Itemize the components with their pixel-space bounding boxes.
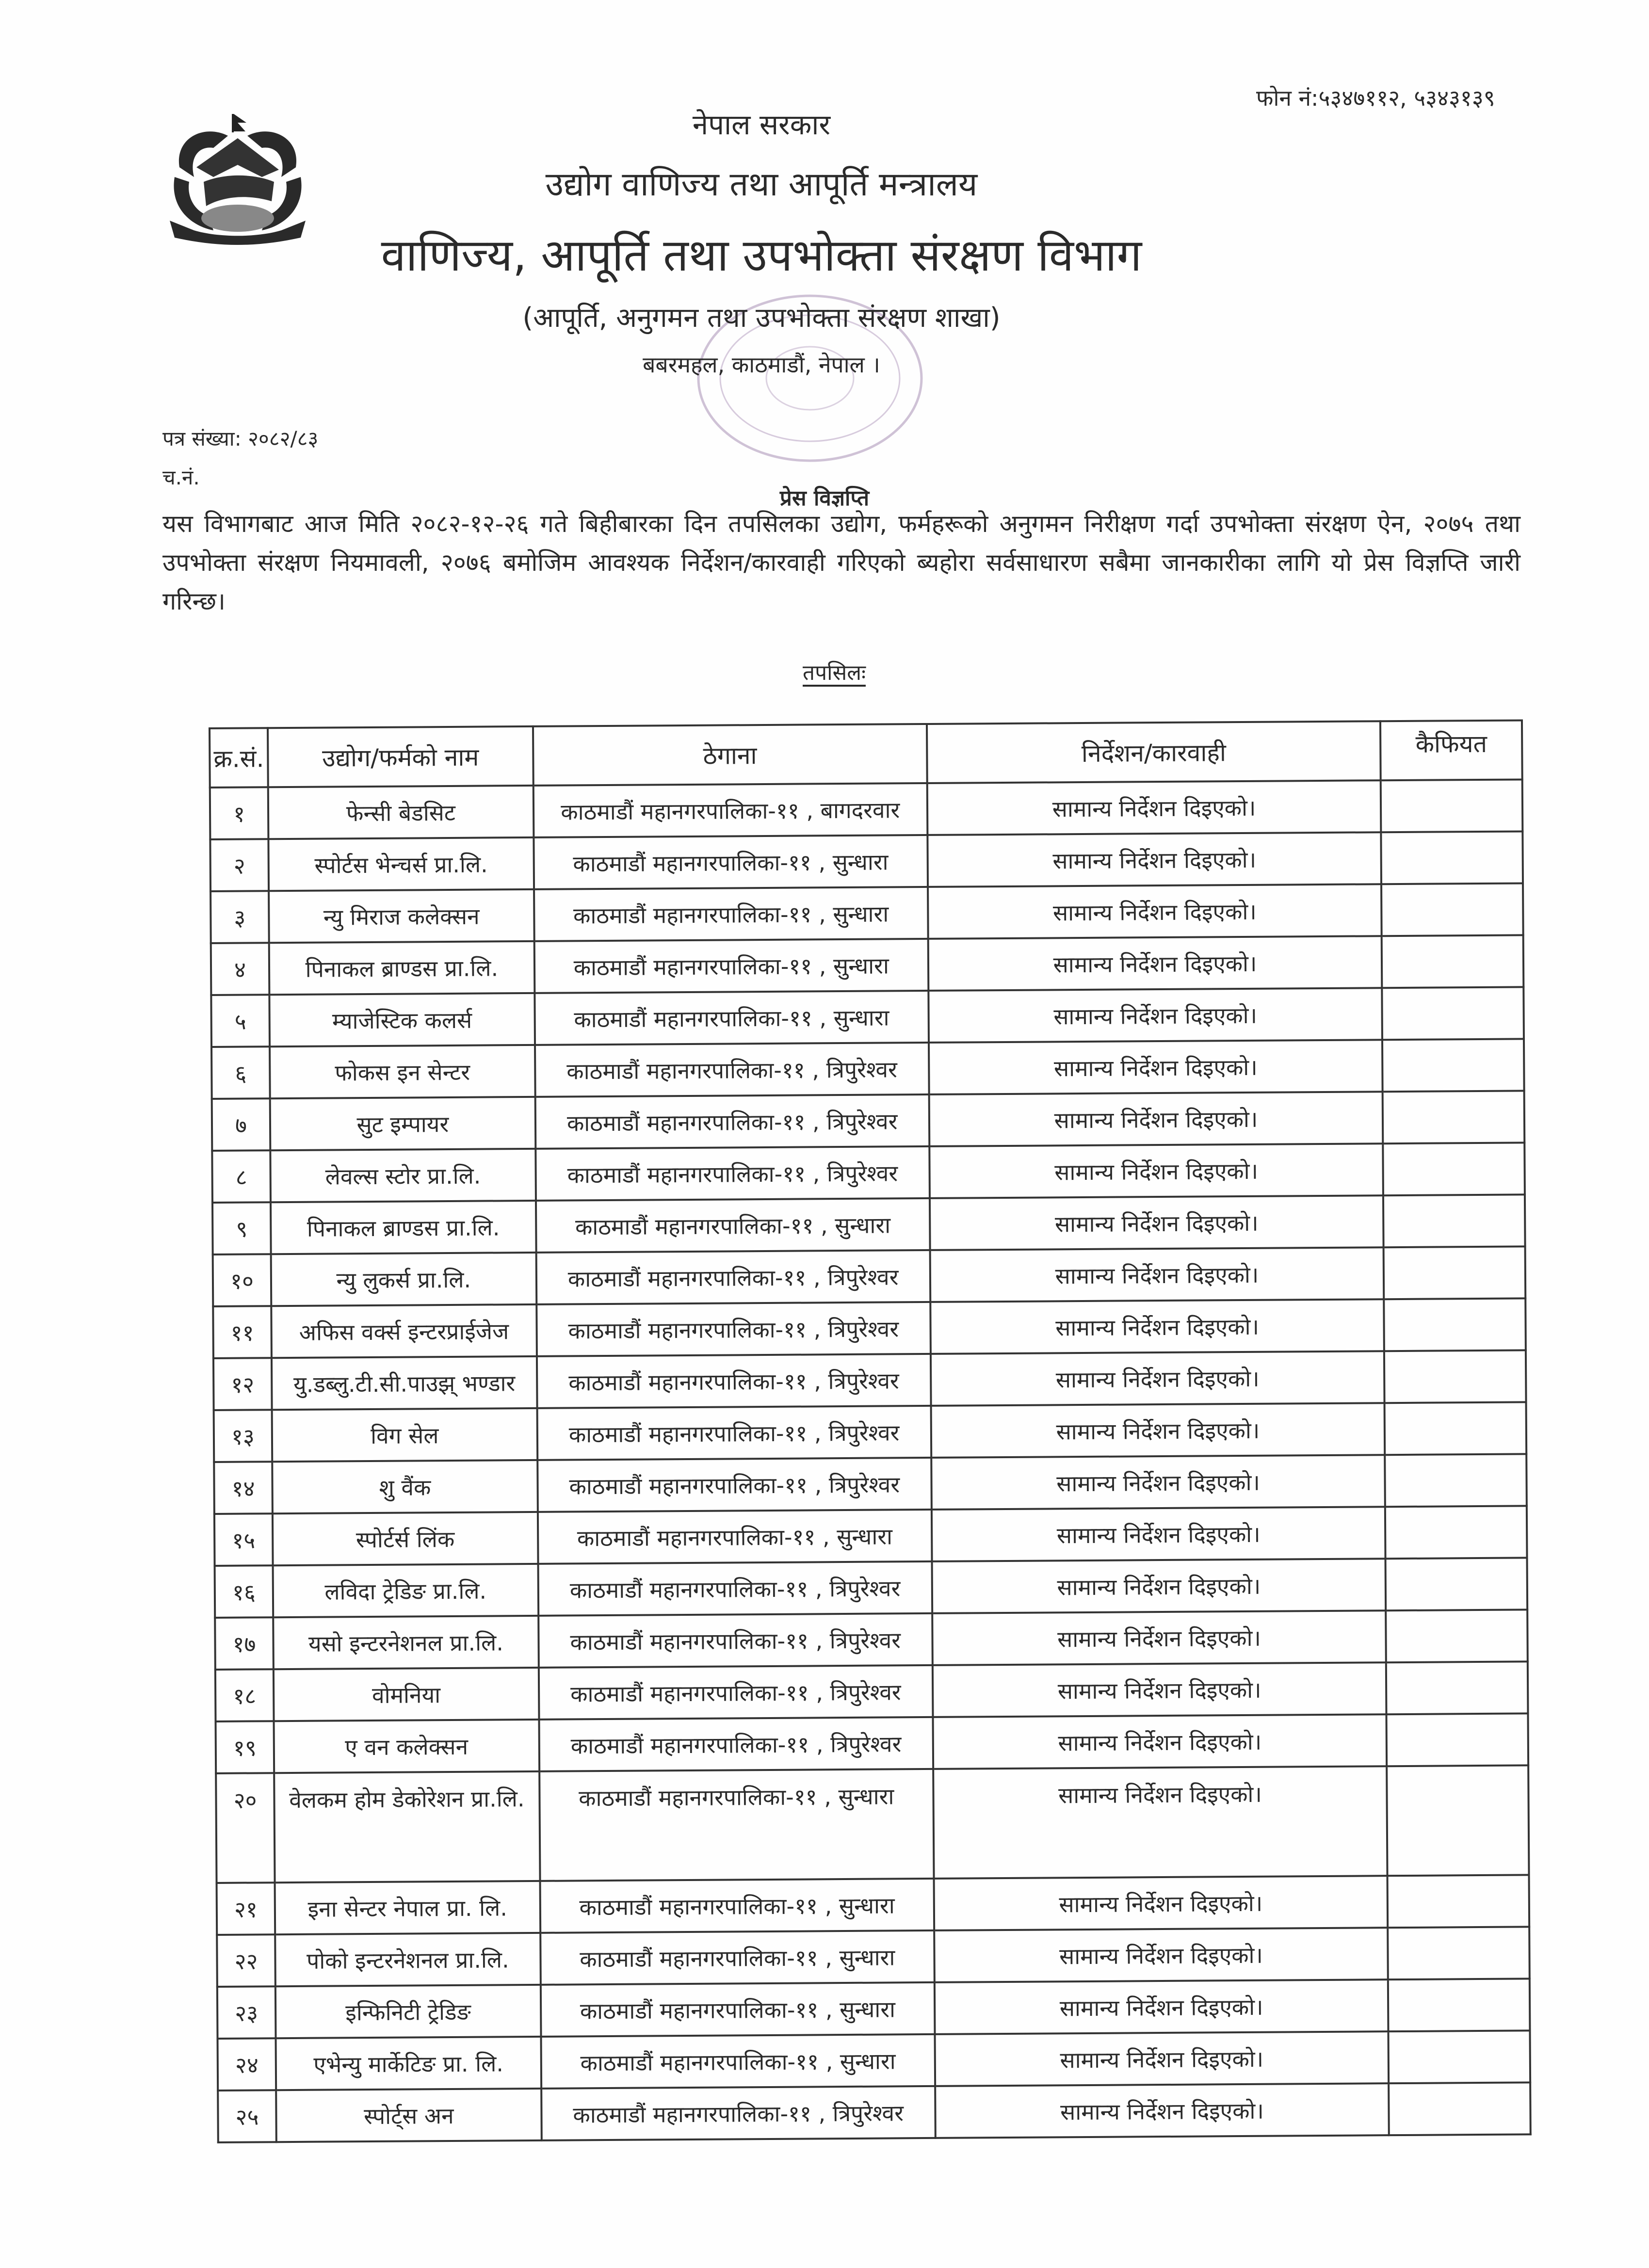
action-cell: सामान्य निर्देशन दिइएको। <box>931 1403 1385 1458</box>
firm-name-cell: एभेन्यु मार्केटिङ प्रा. लि. <box>276 2037 541 2090</box>
table-row <box>216 1713 1529 1773</box>
address-cell: काठमाडौं महानगरपालिका-११ , सुन्धारा <box>541 2034 935 2089</box>
details-label: तपसिलः <box>803 660 866 685</box>
action-cell: सामान्य निर्देशन दिइएको। <box>933 1766 1388 1879</box>
action-cell: सामान्य निर्देशन दिइएको। <box>932 1559 1386 1613</box>
firm-name-cell: ए वन कलेक्सन <box>274 1720 539 1773</box>
action-cell: सामान्य निर्देशन दिइएको। <box>930 1247 1384 1302</box>
serial-cell: ८ <box>212 1150 271 1203</box>
table-row <box>217 1978 1530 2039</box>
firm-name-cell: पोको इन्टरनेशनल प्रा.लि. <box>275 1933 540 1986</box>
table-row <box>210 779 1523 839</box>
serial-cell: १० <box>213 1254 272 1306</box>
serial-cell: ५ <box>211 995 270 1047</box>
address-cell: काठमाडौं महानगरपालिका-११ , सुन्धारा <box>540 1930 935 1985</box>
table-row <box>215 1558 1528 1618</box>
address-cell: काठमाडौं महानगरपालिका-११ , त्रिपुरेश्वर <box>537 1354 931 1408</box>
serial-cell: २ <box>210 839 269 891</box>
remarks-cell <box>1381 831 1523 884</box>
remarks-cell <box>1385 1506 1527 1559</box>
address-cell: काठमाडौं महानगरपालिका-११ , त्रिपुरेश्वर <box>537 1406 931 1460</box>
table-row <box>214 1454 1527 1514</box>
table-row <box>217 1927 1530 1987</box>
address-cell: काठमाडौं महानगरपालिका-११ , सुन्धारा <box>538 1510 932 1564</box>
header-firm-name: उद्योग/फर्मको नाम <box>268 726 533 787</box>
action-cell: सामान्य निर्देशन दिइएको। <box>927 832 1381 887</box>
action-cell: सामान्य निर्देशन दिइएको। <box>931 1351 1385 1406</box>
remarks-cell <box>1387 1765 1529 1876</box>
address-cell: काठमाडौं महानगरपालिका-११ , सुन्धारा <box>541 1982 935 2037</box>
address-cell: काठमाडौं महानगरपालिका-११ , सुन्धारा <box>534 939 928 993</box>
action-cell: सामान्य निर्देशन दिइएको। <box>929 1040 1383 1094</box>
remarks-cell <box>1381 779 1522 832</box>
remarks-cell <box>1386 1661 1528 1714</box>
serial-cell: २१ <box>217 1882 275 1935</box>
address-cell: काठमाडौं महानगरपालिका-११ , त्रिपुरेश्वर <box>537 1458 932 1512</box>
remarks-cell <box>1388 1978 1530 2031</box>
remarks-cell <box>1386 1609 1527 1662</box>
dispatch-number: च.नं. <box>162 466 200 489</box>
table-row <box>218 2082 1531 2142</box>
firm-name-cell: सुट इम्पायर <box>270 1097 535 1150</box>
address-cell: काठमाडौं महानगरपालिका-११ , त्रिपुरेश्वर <box>538 1561 932 1616</box>
table-row <box>218 2030 1531 2091</box>
action-cell: सामान्य निर्देशन दिइएको। <box>928 884 1382 939</box>
remarks-cell <box>1382 1039 1524 1092</box>
action-cell: सामान्य निर्देशन दिइएको। <box>928 988 1382 1043</box>
serial-cell: १९ <box>216 1721 275 1773</box>
serial-cell: २२ <box>217 1934 275 1987</box>
address-cell: काठमाडौं महानगरपालिका-११ , त्रिपुरेश्वर <box>535 1043 929 1097</box>
address-cell: काठमाडौं महानगरपालिका-११ , बागदरवार <box>533 783 927 837</box>
address-cell: काठमाडौं महानगरपालिका-११ , सुन्धारा <box>540 1879 934 1933</box>
table-row <box>212 1194 1525 1255</box>
firm-name-cell: वेलकम होम डेकोरेशन प्रा.लि. <box>274 1771 540 1882</box>
action-cell: सामान्य निर्देशन दिइएको। <box>932 1610 1386 1665</box>
remarks-cell <box>1387 1713 1528 1766</box>
firm-name-cell: वोमनिया <box>274 1668 539 1721</box>
serial-cell: १४ <box>214 1462 273 1514</box>
serial-cell: ९ <box>212 1202 271 1255</box>
header-serial: क्र.सं. <box>210 728 268 788</box>
action-cell: सामान्य निर्देशन दिइएको। <box>931 1455 1385 1510</box>
remarks-cell <box>1389 2030 1530 2083</box>
serial-cell: ३ <box>210 891 269 943</box>
address-cell: काठमाडौं महानगरपालिका-११ , सुन्धारा <box>534 991 929 1045</box>
table-row <box>213 1350 1526 1410</box>
serial-cell: १७ <box>215 1617 274 1670</box>
firm-name-cell: लविदा ट्रेडिङ प्रा.लि. <box>273 1564 538 1617</box>
action-cell: सामान्य निर्देशन दिइएको। <box>933 1714 1387 1769</box>
remarks-cell <box>1382 935 1523 988</box>
table-row <box>213 1246 1526 1306</box>
table-row <box>215 1661 1528 1721</box>
firm-name-cell: विग सेल <box>272 1408 537 1462</box>
firm-name-cell: फोकस इन सेन्टर <box>270 1045 535 1098</box>
table-row <box>211 1039 1524 1099</box>
remarks-cell <box>1389 2082 1530 2135</box>
branch-name: (आपूर्ति, अनुगमन तथा उपभोक्ता संरक्षण शाखा) <box>522 302 1001 334</box>
action-cell: सामान्य निर्देशन दिइएको। <box>935 2031 1389 2086</box>
action-cell: सामान्य निर्देशन दिइएको। <box>935 1979 1389 2034</box>
address-cell: काठमाडौं महानगरपालिका-११ , त्रिपुरेश्वर <box>539 1717 933 1771</box>
action-cell: सामान्य निर्देशन दिइएको। <box>934 1876 1388 1930</box>
firm-name-cell: स्पोर्टस भेन्चर्स प्रा.लि. <box>268 837 534 891</box>
firm-name-cell: पिनाकल ब्राण्डस प्रा.लि. <box>269 941 534 995</box>
remarks-cell <box>1386 1558 1527 1610</box>
remarks-cell <box>1388 1927 1529 1979</box>
action-cell: सामान्य निर्देशन दिइएको। <box>933 1662 1387 1717</box>
ministry-name: उद्योग वाणिज्य तथा आपूर्ति मन्त्रालय <box>545 165 978 204</box>
table-row <box>213 1298 1526 1358</box>
remarks-cell <box>1384 1298 1526 1351</box>
table-row <box>212 1142 1525 1203</box>
press-release-title: प्रेस विज्ञप्ति <box>779 486 870 511</box>
table-row <box>211 987 1524 1047</box>
address-cell: काठमाडौं महानगरपालिका-११ , त्रिपुरेश्वर <box>538 1613 933 1668</box>
table-row <box>211 935 1524 995</box>
address-cell: काठमाडौं महानगरपालिका-११ , सुन्धारा <box>534 887 928 941</box>
serial-cell: १८ <box>215 1669 274 1721</box>
header-remarks: कैफियत <box>1380 720 1522 780</box>
header-action: निर्देशन/कारवाही <box>927 721 1381 783</box>
remarks-cell <box>1384 1350 1526 1403</box>
remarks-cell <box>1383 1194 1525 1247</box>
table-row <box>215 1609 1528 1670</box>
address-cell: काठमाडौं महानगरपालिका-११ , त्रिपुरेश्वर <box>539 1665 933 1720</box>
government-name: नेपाल सरकार <box>692 108 831 141</box>
table-row <box>217 1875 1530 1935</box>
serial-cell: १३ <box>214 1410 273 1462</box>
phone-number: फोन नं:५३४७११२, ५३४३१३९ <box>1256 85 1495 111</box>
firm-name-cell: अफिस वर्क्स इन्टरप्राईजेज <box>271 1304 536 1358</box>
firm-name-cell: न्यु मिराज कलेक्सन <box>269 889 534 943</box>
table-row <box>214 1402 1527 1462</box>
table-row <box>212 1091 1525 1151</box>
serial-cell: ७ <box>212 1098 271 1151</box>
action-cell: सामान्य निर्देशन दिइएको। <box>930 1299 1384 1354</box>
serial-cell: ११ <box>213 1306 272 1358</box>
remarks-cell <box>1385 1454 1526 1507</box>
serial-cell: २५ <box>218 2090 276 2142</box>
table-header-row <box>210 720 1522 788</box>
remarks-cell <box>1381 883 1523 936</box>
table-row <box>210 831 1523 891</box>
firm-name-cell: इना सेन्टर नेपाल प्रा. लि. <box>275 1881 540 1934</box>
firm-name-cell: यु.डब्लु.टी.सी.पाउझ् भण्डार <box>272 1356 537 1410</box>
remarks-cell <box>1383 1091 1524 1143</box>
action-cell: सामान्य निर्देशन दिइएको। <box>930 1195 1384 1250</box>
address-cell: काठमाडौं महानगरपालिका-११ , त्रिपुरेश्वर <box>535 1146 930 1201</box>
remarks-cell <box>1385 1402 1526 1455</box>
remarks-cell <box>1382 987 1524 1040</box>
header-address: ठेगाना <box>533 724 927 786</box>
action-cell: सामान्य निर्देशन दिइएको। <box>934 1928 1388 1982</box>
table-row <box>214 1506 1527 1566</box>
address-cell: काठमाडौं महानगरपालिका-११ , सुन्धारा <box>534 835 928 889</box>
action-cell: सामान्य निर्देशन दिइएको। <box>927 780 1381 835</box>
firm-name-cell: शु वैंक <box>272 1460 537 1513</box>
address-cell: काठमाडौं महानगरपालिका-११ , त्रिपुरेश्वर <box>535 1094 929 1149</box>
serial-cell: २० <box>216 1773 275 1883</box>
firm-name-cell: इन्फिनिटी ट्रेडिङ <box>275 1985 541 2038</box>
table-row <box>216 1765 1529 1883</box>
serial-cell: १६ <box>215 1565 274 1618</box>
table-row <box>210 883 1523 943</box>
inspection-table <box>209 719 1532 2143</box>
department-name: वाणिज्य, आपूर्ति तथा उपभोक्ता संरक्षण विभाग <box>381 229 1142 281</box>
firm-name-cell: फेन्सी बेडसिट <box>268 786 534 839</box>
firm-name-cell: स्पोर्ट्स अन <box>276 2089 541 2142</box>
serial-cell: २३ <box>217 1986 276 2039</box>
remarks-cell <box>1383 1142 1525 1195</box>
action-cell: सामान्य निर्देशन दिइएको। <box>932 1507 1386 1561</box>
serial-cell: १५ <box>214 1513 273 1566</box>
office-address: बबरमहल, काठमाडौं, नेपाल । <box>643 352 880 378</box>
serial-cell: ६ <box>211 1046 270 1099</box>
firm-name-cell: न्यु लुकर्स प्रा.लि. <box>271 1253 536 1306</box>
firm-name-cell: म्याजेस्टिक कलर्स <box>269 993 534 1046</box>
remarks-cell <box>1384 1246 1525 1299</box>
address-cell: काठमाडौं महानगरपालिका-११ , सुन्धारा <box>536 1198 930 1253</box>
remarks-cell <box>1388 1875 1529 1928</box>
serial-cell: २४ <box>218 2038 276 2091</box>
address-cell: काठमाडौं महानगरपालिका-११ , त्रिपुरेश्वर <box>536 1250 930 1304</box>
firm-name-cell: लेवल्स स्टोर प्रा.लि. <box>270 1149 535 1202</box>
press-release-body: यस विभागबाट आज मिति २०८२-१२-२६ गते बिहीबारका दिन तपसिलका उद्योग, फर्महरूको अनुगमन निरीक्षण गर्दा उपभोक्ता संरक्षण ऐन, २०७५ तथा उपभोक्ता संरक्षण नियमावली, २०७६ बमोजिम आवश्यक निर्देशन/कारवाही गरिएको ब्यहोरा सर्वसाधारण सबैमा जानकारीका लागि यो प्रेस विज्ञप्ति जारी गरिन्छ। <box>162 510 1520 615</box>
firm-name-cell: यसो इन्टरनेशनल प्रा.लि. <box>273 1616 538 1669</box>
serial-cell: ४ <box>211 943 270 995</box>
address-cell: काठमाडौं महानगरपालिका-११ , त्रिपुरेश्वर <box>536 1302 931 1356</box>
action-cell: सामान्य निर्देशन दिइएको। <box>935 2083 1389 2138</box>
address-cell: काठमाडौं महानगरपालिका-११ , त्रिपुरेश्वर <box>541 2086 936 2140</box>
firm-name-cell: स्पोर्टर्स लिंक <box>273 1512 538 1565</box>
letter-reference: पत्र संख्या: २०८२/८३ <box>162 427 319 450</box>
serial-cell: १२ <box>213 1358 272 1410</box>
address-cell: काठमाडौं महानगरपालिका-११ , सुन्धारा <box>539 1769 934 1881</box>
action-cell: सामान्य निर्देशन दिइएको। <box>928 936 1382 991</box>
action-cell: सामान्य निर्देशन दिइएको। <box>929 1092 1383 1146</box>
serial-cell: १ <box>210 787 269 839</box>
nepal-emblem-icon <box>160 109 315 255</box>
firm-name-cell: पिनाकल ब्राण्डस प्रा.लि. <box>271 1201 536 1254</box>
action-cell: सामान्य निर्देशन दिइएको। <box>929 1143 1383 1198</box>
